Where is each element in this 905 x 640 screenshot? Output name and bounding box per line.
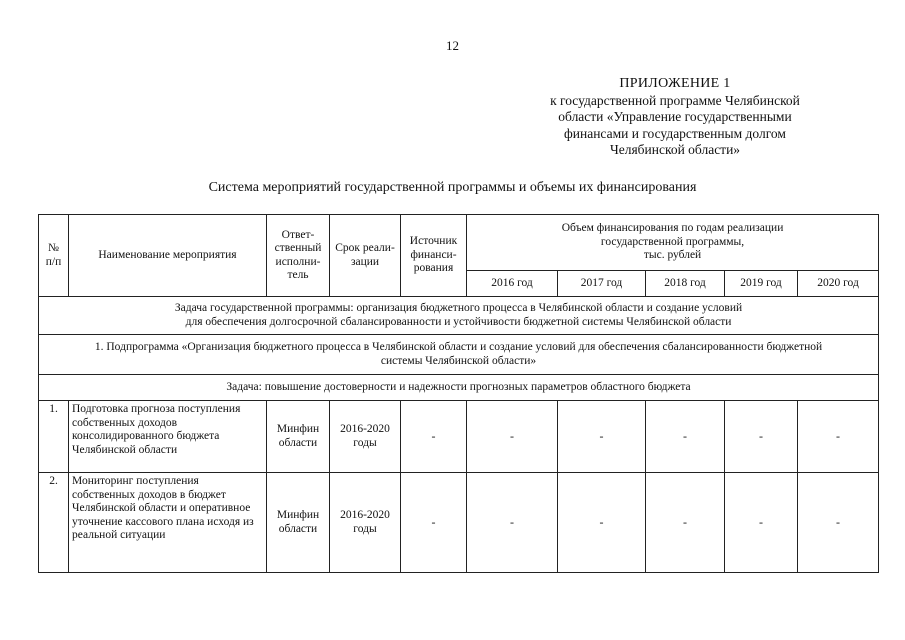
row-executor: Минфин области	[267, 473, 330, 573]
appendix-block	[520, 76, 830, 159]
header-volume	[467, 215, 879, 271]
header-volume-line: тыс. рублей	[643, 249, 702, 262]
row-2017: -	[558, 401, 646, 473]
document-title: Система мероприятий государственной программы и объемы их финансирования	[208, 180, 697, 195]
row-2020: -	[798, 473, 879, 573]
subprogram-row	[39, 335, 879, 375]
table-row	[39, 473, 879, 573]
table-row	[39, 401, 879, 473]
header-year: 2018 год	[646, 271, 725, 297]
header-year: 2020 год	[798, 271, 879, 297]
row-2019: -	[725, 473, 798, 573]
row-2018: -	[646, 401, 725, 473]
measures-table	[38, 214, 879, 573]
subprogram-cell	[39, 335, 879, 375]
row-num: 2.	[39, 473, 69, 573]
row-2016: -	[467, 401, 558, 473]
row-num: 1.	[39, 401, 69, 473]
task-row	[39, 375, 879, 401]
subprogram-line: 1. Подпрограмма «Организация бюджетного процесса в Челябинской области и создание условий для обеспечения сбалансированности бюджетной	[94, 341, 823, 353]
header-volume-line: государственной программы,	[600, 235, 745, 248]
page-number: 12	[446, 38, 459, 53]
header-volume-line: Объем финансирования по годам реализации	[561, 222, 784, 235]
program-task-line: Задача государственной программы: организация бюджетного процесса в Челябинской области и создание условий	[174, 302, 743, 314]
subprogram-line: системы Челябинской области»	[380, 354, 537, 367]
appendix-line: финансами и государственным долгом	[564, 125, 786, 141]
header-period: Срок реали-зации	[330, 215, 401, 297]
row-2020: -	[798, 401, 879, 473]
header-year: 2016 год	[467, 271, 558, 297]
row-period: 2016-2020 годы	[330, 473, 401, 573]
program-task-row	[39, 297, 879, 335]
row-2019: -	[725, 401, 798, 473]
program-task-line: для обеспечения долгосрочной сбалансированности и устойчивости бюджетной системы Челябинской области	[185, 315, 732, 328]
row-2018: -	[646, 473, 725, 573]
appendix-heading: ПРИЛОЖЕНИЕ 1	[619, 76, 731, 91]
row-2017: -	[558, 473, 646, 573]
header-executor: Ответ-ственный исполни-тель	[267, 215, 330, 297]
appendix-line: Челябинской области»	[609, 142, 741, 157]
program-task-cell	[39, 297, 879, 335]
row-name: Подготовка прогноза поступления собственных доходов консолидированного бюджета Челябинской области	[69, 401, 267, 473]
header-source: Источник финанси-рования	[401, 215, 467, 297]
row-source: -	[401, 401, 467, 473]
appendix-line: к государственной программе Челябинской	[550, 92, 800, 108]
row-2016: -	[467, 473, 558, 573]
header-name: Наименование мероприятия	[69, 215, 267, 297]
header-year: 2017 год	[558, 271, 646, 297]
header-row	[39, 215, 879, 271]
row-period: 2016-2020 годы	[330, 401, 401, 473]
appendix-line: области «Управление государственными	[558, 109, 792, 124]
row-executor: Минфин области	[267, 401, 330, 473]
row-name: Мониторинг поступления собственных доходов в бюджет Челябинской области и оперативное уточнение кассового плана исходя из реальной ситуации	[69, 473, 267, 573]
header-num: № п/п	[39, 215, 69, 297]
row-source: -	[401, 473, 467, 573]
task-cell: Задача: повышение достоверности и надежности прогнозных параметров областного бюджета	[39, 375, 879, 401]
header-year: 2019 год	[725, 271, 798, 297]
